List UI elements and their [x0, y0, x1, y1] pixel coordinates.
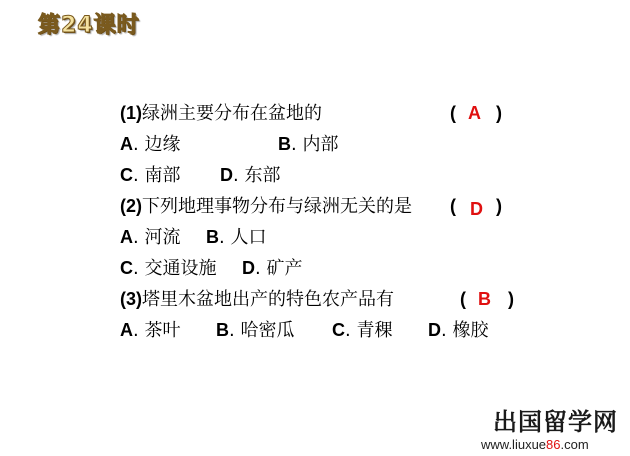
option-2d: D. 矿产	[242, 258, 303, 279]
question-3-paren-close: )	[508, 289, 514, 309]
option-3d: D. 橡胶	[428, 320, 489, 341]
question-2-answer: D	[470, 199, 483, 219]
question-2-text: 下列地理事物分布与绿洲无关的是	[142, 196, 412, 217]
question-3-number: (3)	[120, 289, 142, 309]
question-1-number: (1)	[120, 103, 142, 123]
option-2c: C. 交通设施	[120, 258, 217, 279]
question-2	[120, 193, 502, 219]
question-1-text: 绿洲主要分布在盆地的	[142, 103, 322, 124]
option-3c: C. 青稞	[332, 320, 393, 341]
question-1	[120, 100, 502, 126]
question-1-paren-open: (	[450, 103, 456, 123]
lesson-title: 第24课时	[38, 13, 140, 38]
question-3-text: 塔里木盆地出产的特色农产品有	[142, 289, 394, 310]
question-2-number: (2)	[120, 196, 142, 216]
option-3a: A. 茶叶	[120, 320, 181, 341]
question-1-paren-close: )	[496, 103, 502, 123]
question-2-paren-open: (	[450, 196, 456, 216]
option-2b: B. 人口	[206, 227, 267, 248]
question-3-paren-open: (	[460, 289, 466, 309]
question-3	[120, 286, 514, 312]
option-1b: B. 内部	[278, 134, 339, 155]
question-2-paren-close: )	[496, 196, 502, 216]
option-1d: D. 东部	[220, 165, 281, 186]
question-3-answer: B	[478, 289, 491, 309]
watermark-name: 出国留学网	[493, 408, 618, 436]
option-1c: C. 南部	[120, 165, 181, 186]
option-3b: B. 哈密瓜	[216, 320, 295, 341]
question-1-answer: A	[468, 103, 481, 123]
watermark	[481, 402, 618, 452]
watermark-url: www.liuxue86.com	[481, 437, 589, 452]
option-2a: A. 河流	[120, 227, 181, 248]
option-1a: A. 边缘	[120, 134, 181, 155]
